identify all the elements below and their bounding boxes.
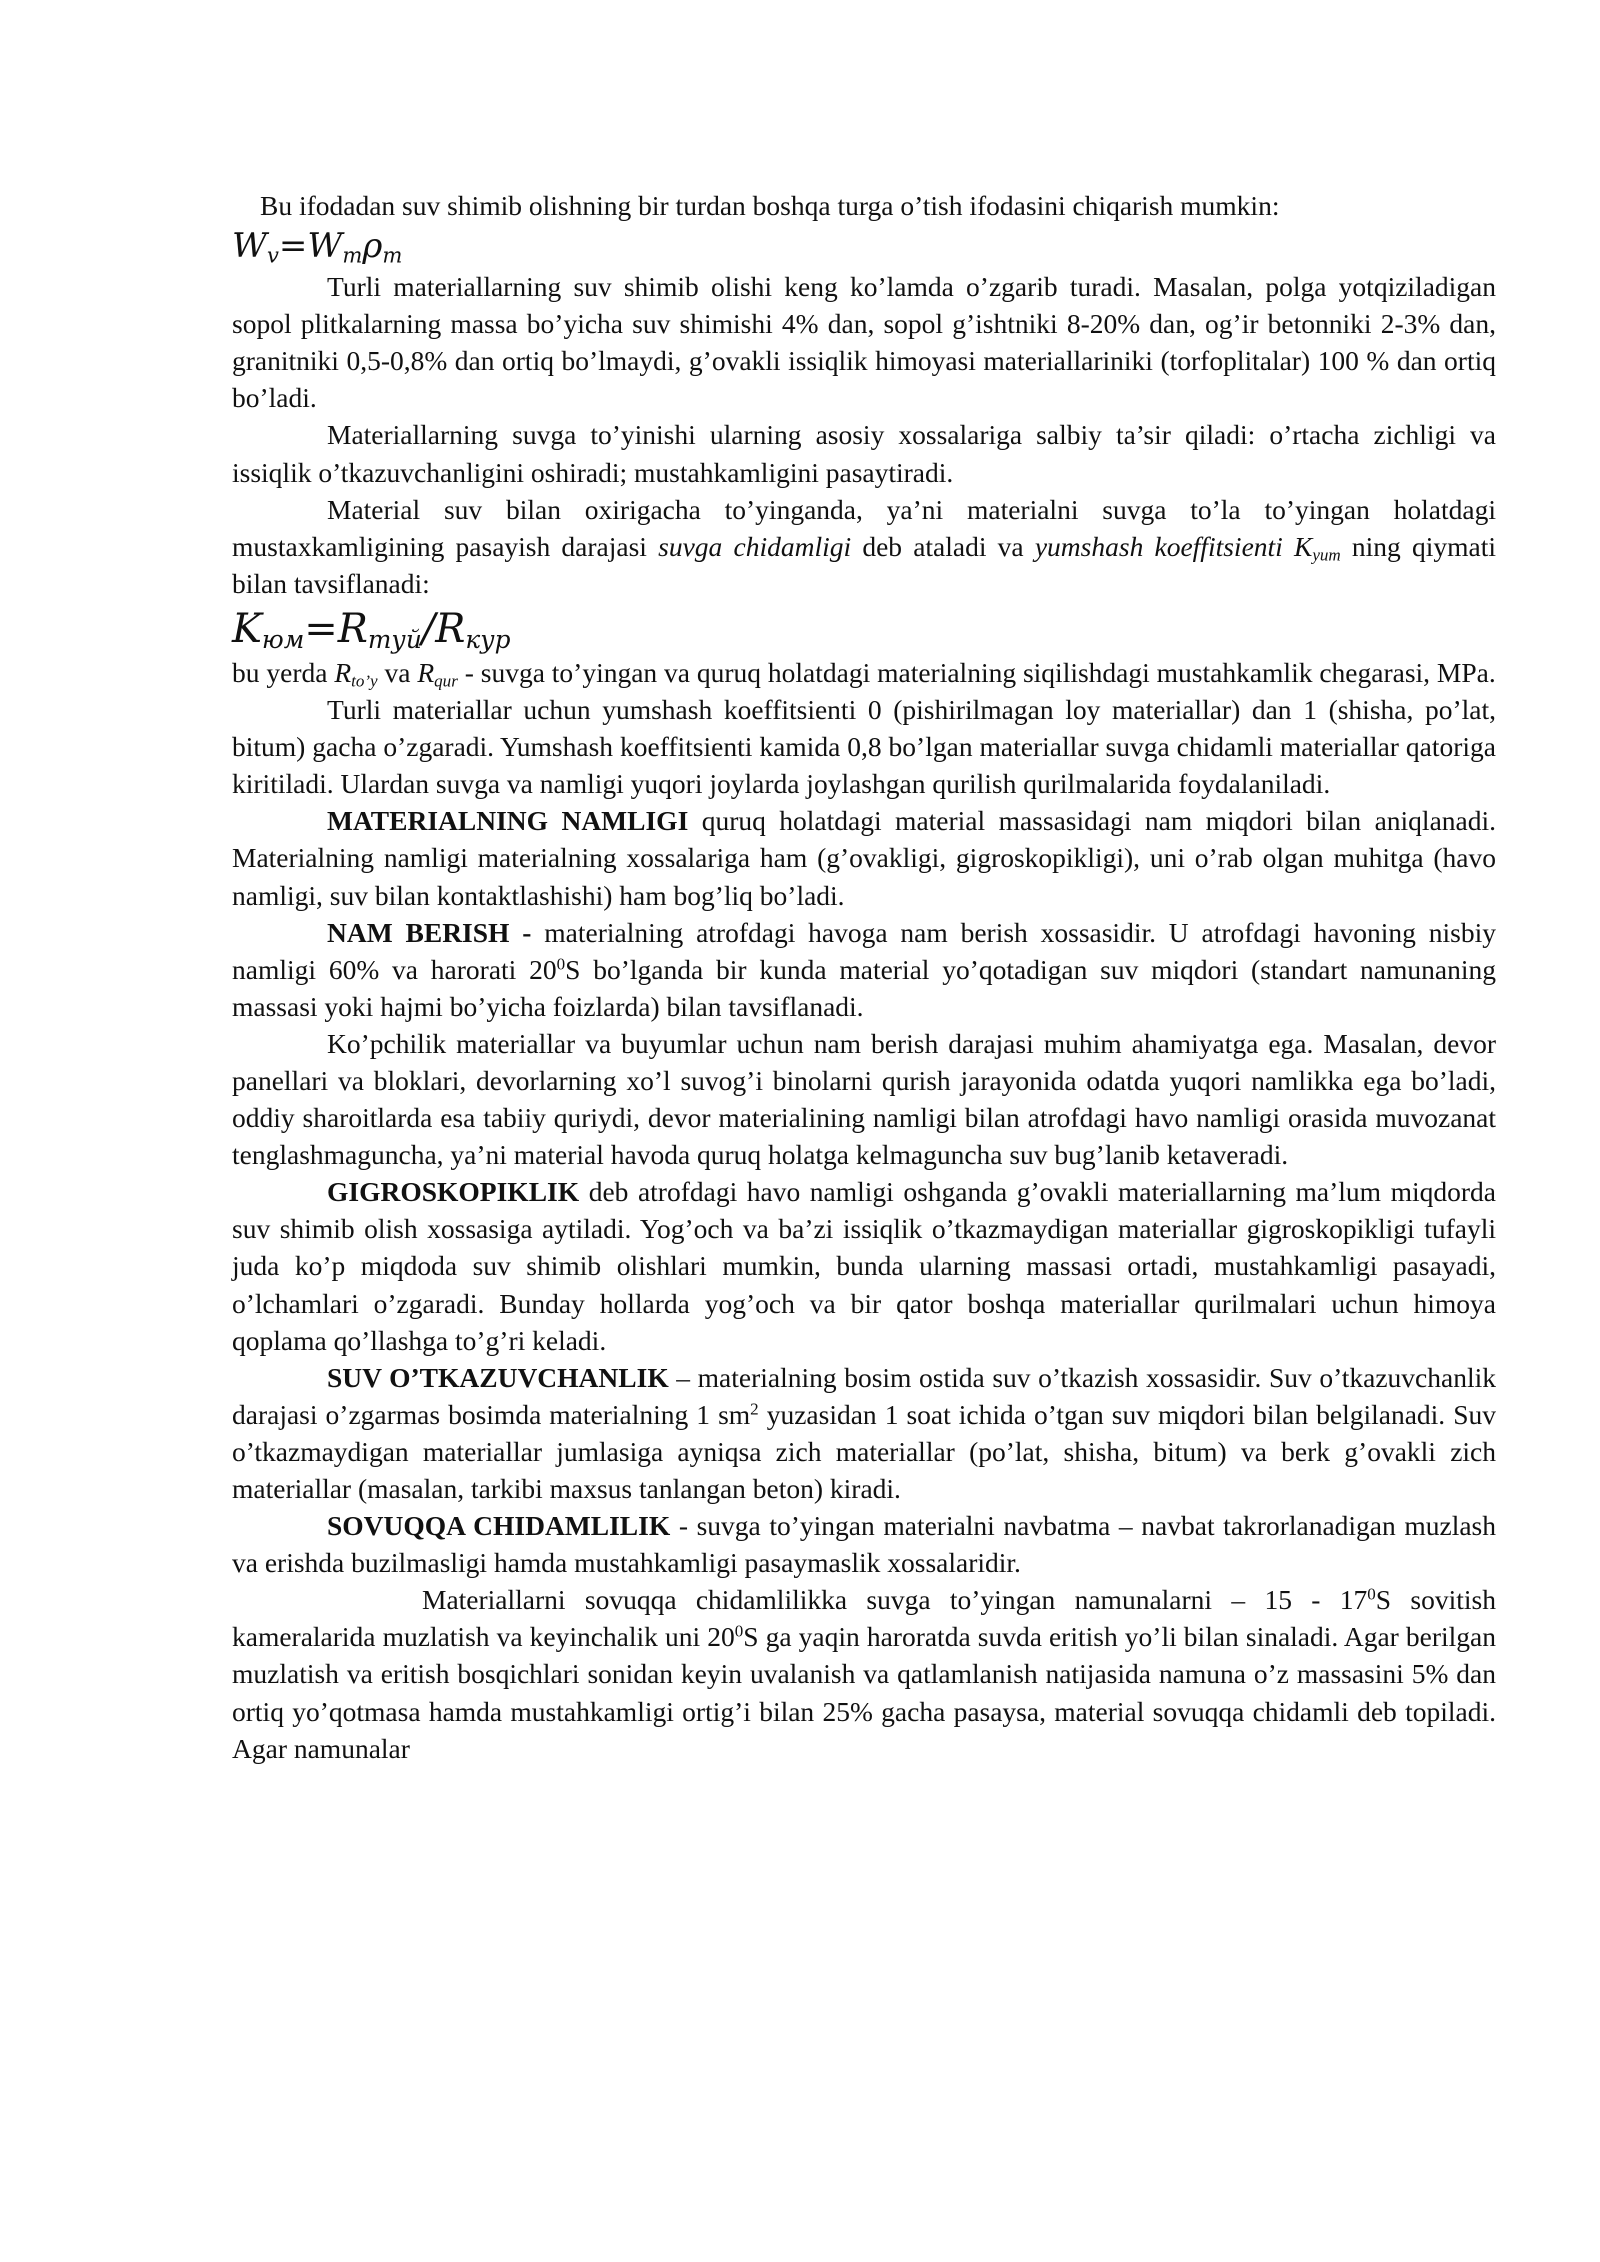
formula-subscript: m <box>342 242 363 268</box>
text-span: S sovitish kameralarida muzlatish va keyinchalik uni 20 <box>232 1584 1496 1653</box>
formula-operator: = <box>278 226 308 267</box>
subscript-yum: yum <box>1312 545 1341 564</box>
term-softening-coefficient: yumshash koeffitsienti K <box>1034 530 1313 562</box>
formula-symbol: R <box>435 605 466 652</box>
text-span: yuzasidan 1 soat ichida o’tgan suv miqdori bilan belgilanadi. Suv o’tkazmaydigan materiallar jumlasiga ayniqsa zich materiallar (po’lat, shisha, bitum) va berk g’ovakli zich materiallar (masalan, tarkibi maxsus tanlangan beton) kiradi. <box>232 1398 1496 1504</box>
text-span: S ga yaqin haroratda suvda eritish yo’li bilan sinaladi. Agar berilgan muzlatish va eritish bosqichlari sonidan keyin uvalanish va qatlamlanish natijasida namuna o’z massasini 5% dan ortiq yo’qotmasa hamda mustahkamligi ortig’i bilan 25% gacha pasaysa, material sovuqqa chidamli deb topiladi. Agar namunalar <box>232 1621 1496 1764</box>
text-span: Materiallarni sovuqqa chidamlilikka suvga to’yingan namunalarni – 15 - 17 <box>422 1584 1368 1616</box>
formula-symbol: R <box>337 605 368 652</box>
formula-symbol: W <box>307 226 343 267</box>
paragraph-where-definition <box>232 654 1496 691</box>
subscript-qur: qur <box>434 671 458 691</box>
text-span: – materialning bosim ostida suv o’tkazish xossasidir. Suv o’tkazuvchanlik darajasi o’zgarmas bosimda materialning 1 sm <box>232 1361 1496 1430</box>
heading-frost-resistance: SOVUQQA CHIDAMLILIK <box>327 1510 671 1542</box>
text-span: va <box>377 656 418 688</box>
intro-paragraph: Bu ifodadan suv shimib olishning bir turdan boshqa turga o’tish ifodasini chiqarish mumkin: <box>260 190 1280 221</box>
text-span: deb atrofdagi havo namligi oshganda g’ovakli materiallarning ma’lum miqdorda suv shimib olish xossasiga aytiladi. Yog’och va ba’zi issiqlik o’tkazmaydigan materiallar gigroskopikligi tufayli juda ko’p miqdoda suv shimib olishlari mumkin, bunda ularning massasi ortadi, mustahkamligi pasayadi, o’lchamlari o’zgaradi. Bunday hollarda yog’och va bir qator boshqa materiallar qurilmalari uchun himoya qoplama qo’llashga to’g’ri keladi. <box>232 1176 1496 1356</box>
degree-superscript: 0 <box>1367 1584 1376 1604</box>
paragraph-water-resistance <box>232 491 1496 602</box>
water-absorption-formula <box>232 224 1496 268</box>
formula-subscript: m <box>382 242 403 268</box>
heading-water-permeability: SUV O’TKAZUVCHANLIK <box>327 1361 669 1393</box>
heading-hygroscopicity: GIGROSKOPIKLIK <box>327 1176 580 1208</box>
paragraph-water-permeability <box>232 1359 1496 1507</box>
paragraph-material-moisture <box>232 802 1496 913</box>
paragraph-saturation-effects: Materiallarning suvga to’yinishi ularning asosiy xossalariga salbiy ta’sir qiladi: o’rtacha zichligi va issiqlik o’tkazuvchanligini oshiradi; mustahkamligini pasaytiradi. <box>232 419 1496 488</box>
softening-coefficient-formula <box>232 604 1496 654</box>
formula-operator: / <box>421 605 436 652</box>
symbol-r: R <box>417 656 435 688</box>
document-body <box>232 187 1496 1767</box>
text-span: quruq holatdagi material massasidagi nam miqdori bilan aniqlanadi. Materialning namligi materialning xossalariga ham (g’ovakligi, gigroskopikligi), uni o’rab olgan muhitga (havo namligi, suv bilan kontaktlashishi) ham bog’liq bo’ladi. <box>232 805 1496 911</box>
text-span: Material suv bilan oxirigacha to’yinganda, ya’ni materialni suvga to’la to’yingan holatdagi mustaxkamligining pasayish darajasi <box>232 493 1496 562</box>
subscript-toy: to’y <box>351 671 378 691</box>
paragraph-softening-range: Turli materiallar uchun yumshash koeffitsienti 0 (pishirilmagan loy materiallar) dan 1 (shisha, po’lat, bitum) gacha o’zgaradi. Yumshash koeffitsienti kamida 0,8 bo’lgan materiallar suvga chidamli materiallar qatoriga kiritiladi. Ulardan suvga va namligi yuqori joylarda joylashgan qurilish qurilmalarida foydalaniladi. <box>232 694 1496 800</box>
paragraph-hygroscopicity <box>232 1173 1496 1358</box>
paragraph-frost-resistance <box>232 1507 1496 1581</box>
paragraph-moisture-release-examples: Ko’pchilik materiallar va buyumlar uchun nam berish darajasi muhim ahamiyatga ega. Masalan, devor panellari va bloklari, devorlarning xo’l suvog’i binolarni qurish jarayonida odatda yuqori namlikka ega bo’ladi, oddiy sharoitlarda esa tabiiy quriydi, devor materialining namligi bilan atrofdagi havo namligi orasida muvozanat tenglashmaguncha, ya’ni material havoda quruq holatga kelmaguncha suv bug’lanib ketaveradi. <box>232 1027 1496 1171</box>
heading-material-moisture: MATERIALNING NAMLIGI <box>327 805 689 837</box>
formula-operator: = <box>304 605 338 652</box>
degree-superscript: 0 <box>734 1622 744 1641</box>
paragraph-moisture-release <box>232 914 1496 1025</box>
formula-subscript: юм <box>261 625 305 655</box>
paragraph-water-absorption-range: Turli materiallarning suv shimib olishi keng ko’lamda o’zgarib turadi. Masalan, polga yotqiziladigan sopol plitkalarning massa bo’yicha suv shimishi 4% dan, sopol g’ishtniki 8-20% dan, og’ir betonniki 2-3% dan, granitniki 0,5-0,8% dan ortiq bo’lmaydi, g’ovakli issiqlik himoyasi materiallariniki (torfoplitalar) 100 % dan ortiq bo’ladi. <box>232 271 1496 414</box>
text-span: bu yerda <box>232 656 335 688</box>
formula-subscript: кур <box>465 625 511 655</box>
square-superscript: 2 <box>750 1399 759 1419</box>
formula-subscript: туй <box>367 625 422 655</box>
term-water-resistance: suvga chidamligi <box>658 530 852 562</box>
formula-symbol: K <box>232 605 262 652</box>
text-span: materialning atrofdagi havoga nam berish xossasidir. U atrofdagi havoning nisbiy namligi 60% va harorati 20 <box>232 916 1496 985</box>
formula-symbol: ρ <box>362 226 383 267</box>
formula-subscript: v <box>266 242 279 268</box>
paragraph-frost-testing <box>232 1581 1496 1766</box>
degree-superscript: 0 <box>556 954 566 974</box>
text-span: ning qiymati bilan tavsiflanadi: <box>232 530 1497 599</box>
text-span: deb ataladi va <box>851 530 1035 562</box>
symbol-r: R <box>334 656 352 688</box>
text-span: - suvga to’yingan va quruq holatdagi materialning siqilishdagi mustahkamlik chegarasi, MPa. <box>457 656 1496 688</box>
heading-moisture-release: NAM BERISH - <box>327 916 532 948</box>
formula-symbol: W <box>232 226 267 267</box>
text-span: S bo’lganda bir kunda material yo’qotadigan suv miqdori (standart namunaning massasi yoki hajmi bo’yicha foizlarda) bilan tavsiflanadi. <box>232 953 1496 1022</box>
text-span: - suvga to’yingan materialni navbatma – navbat takrorlanadigan muzlash va erishda buzilmasligi hamda mustahkamligi pasaymaslik xossalaridir. <box>232 1510 1496 1579</box>
